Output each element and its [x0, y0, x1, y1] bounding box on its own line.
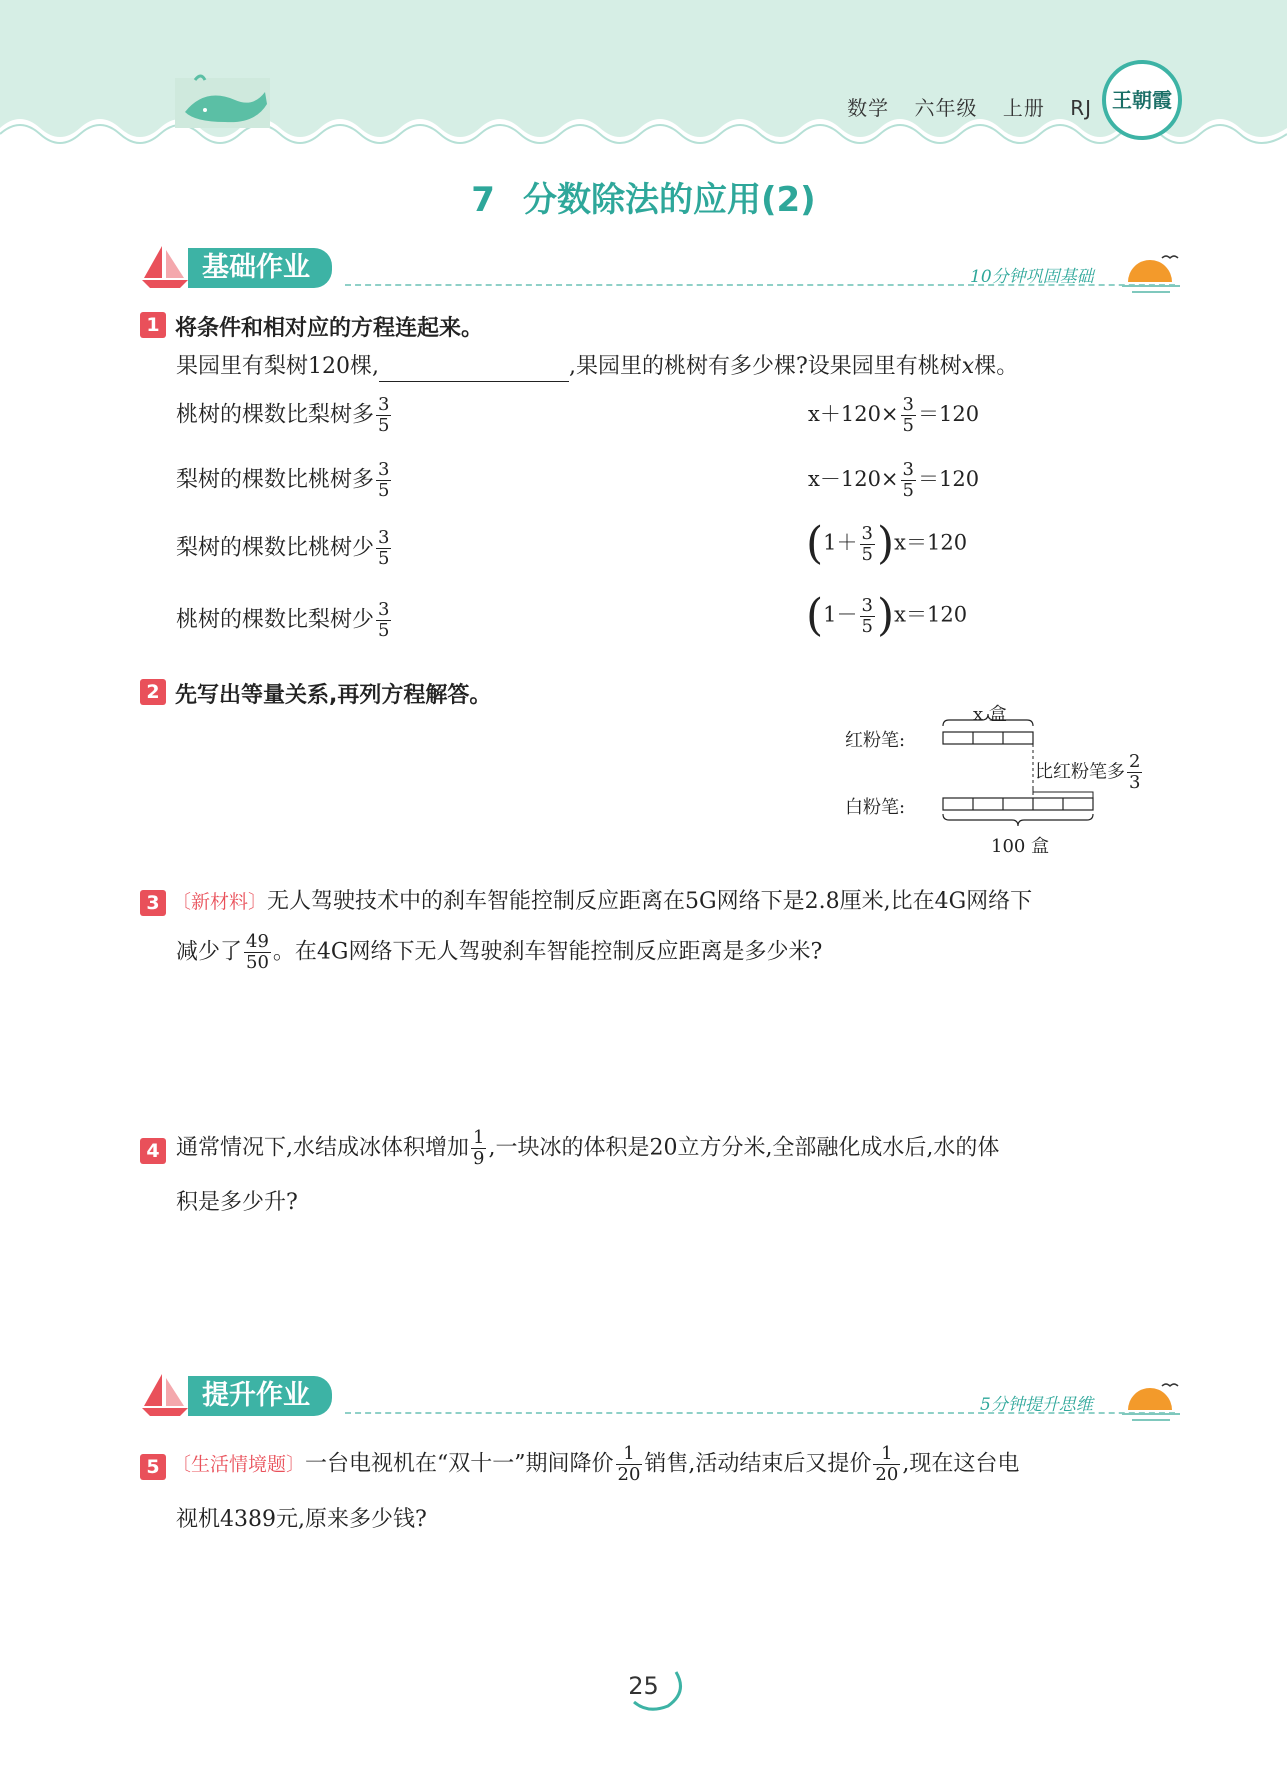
q5-line2: 视机4389元,原来多少钱? [176, 1507, 427, 1532]
header-volume: 上册 [1002, 96, 1045, 120]
denominator: 50 [246, 952, 269, 973]
q1-blank[interactable] [379, 359, 569, 382]
q3-line2-pre: 减少了 [176, 939, 243, 965]
eq-post: ＝120 [917, 467, 980, 491]
sailboat-icon [140, 1372, 190, 1418]
numerator: 3 [378, 394, 390, 415]
denominator: 9 [473, 1148, 485, 1169]
denominator: 5 [378, 620, 390, 641]
numerator: 3 [902, 459, 914, 480]
header-subject: 数学 [847, 96, 890, 120]
eq-post: x＝120 [894, 602, 968, 627]
denominator: 5 [861, 543, 873, 565]
numerator: 49 [246, 931, 269, 952]
numerator: 3 [902, 394, 914, 415]
diagram-lines [845, 700, 1175, 840]
q4-line1 [176, 1128, 999, 1169]
q1-stem-before: 果园里有梨树120棵, [176, 354, 379, 379]
denominator: 20 [875, 1464, 899, 1485]
q1-condition-text: 梨树的棵数比桃树多 [176, 467, 375, 493]
q2-line-diagram [845, 700, 1175, 860]
fraction [376, 528, 391, 569]
paren-open: ( [806, 590, 824, 641]
q1-equation[interactable] [806, 590, 968, 641]
sunset-icon [1122, 252, 1182, 296]
q4-line1-post: ,一块冰的体积是20立方分米,全部融化成水后,水的体 [488, 1135, 1000, 1161]
sailboat-icon [140, 244, 190, 290]
q3-tag: 〔新材料〕 [172, 891, 268, 913]
whale-icon [175, 72, 275, 132]
q1-condition-text: 桃树的棵数比梨树多 [176, 402, 375, 428]
denominator: 5 [378, 480, 390, 501]
diagram-bottom-label: 100 盒 [991, 836, 1050, 857]
numerator: 3 [861, 594, 873, 616]
title-number: 7 [471, 180, 495, 220]
numerator: 3 [378, 459, 390, 480]
brand-logo-text: 王朝霞 [1112, 88, 1172, 112]
q1-equation[interactable] [808, 395, 979, 436]
q1-condition[interactable] [176, 600, 393, 641]
fraction [901, 460, 916, 501]
fraction [376, 395, 391, 436]
fraction [616, 1444, 643, 1485]
q1-condition[interactable] [176, 395, 393, 436]
q1-condition-text: 桃树的棵数比梨树少 [176, 607, 375, 633]
q5-line1-b: 销售,活动结束后又提价 [644, 1451, 872, 1477]
fraction [860, 596, 875, 637]
numerator: 2 [1129, 751, 1141, 772]
numerator: 3 [861, 522, 873, 544]
question-number-4: 4 [140, 1138, 166, 1164]
fraction [471, 1128, 486, 1169]
eq-post: ＝120 [917, 402, 980, 426]
q1-unit: 棵。 [974, 354, 1019, 379]
diagram-white-label: 白粉笔: [845, 797, 906, 818]
diagram-compare-text: 比红粉笔多 [1035, 761, 1125, 783]
numerator: 1 [873, 1444, 900, 1465]
paren-close: ) [877, 590, 895, 641]
question-number-1: 1 [140, 312, 166, 338]
denominator: 5 [902, 415, 914, 436]
fraction [901, 395, 916, 436]
eq-pre: x＋120× [808, 402, 899, 426]
numerator: 3 [378, 599, 390, 620]
eq-pre: x－120× [808, 467, 899, 491]
fraction [860, 524, 875, 565]
section-basic-label: 基础作业 [188, 248, 332, 288]
fraction [873, 1444, 900, 1485]
paren-open: ( [806, 518, 824, 569]
brand-logo [1102, 60, 1182, 140]
diagram-top-label: x 盒 [973, 704, 1007, 725]
diagram-red-label: 红粉笔: [845, 730, 906, 751]
q1-equation[interactable] [806, 518, 968, 569]
q4-line2: 积是多少升? [176, 1190, 298, 1215]
numerator: 1 [473, 1127, 485, 1148]
q5-line1 [172, 1444, 1019, 1485]
q1-condition[interactable] [176, 528, 393, 569]
q1-var: x [961, 354, 975, 379]
eq-pre: 1＋ [823, 530, 858, 555]
q2-instruction: 先写出等量关系,再列方程解答。 [175, 683, 492, 708]
denominator: 5 [902, 480, 914, 501]
q1-condition-text: 梨树的棵数比桃树少 [176, 535, 375, 561]
denominator: 5 [378, 415, 390, 436]
denominator: 5 [861, 615, 873, 637]
numerator: 3 [378, 527, 390, 548]
eq-pre: 1－ [823, 602, 858, 627]
paren-close: ) [877, 518, 895, 569]
denominator: 5 [378, 548, 390, 569]
title-text: 分数除法的应用(2) [522, 180, 816, 220]
question-number-5: 5 [140, 1454, 166, 1480]
q3-line1-text: 无人驾驶技术中的刹车智能控制反应距离在5G网络下是2.8厘米,比在4G网络下 [267, 889, 1033, 914]
q3-line2-post: 。在4G网络下无人驾驶刹车智能控制反应距离是多少米? [272, 939, 823, 965]
numerator: 1 [616, 1444, 643, 1465]
fraction [376, 600, 391, 641]
fraction [244, 932, 271, 973]
question-number-3: 3 [140, 890, 166, 916]
section-advanced-label: 提升作业 [188, 1376, 332, 1416]
q3-line2 [176, 932, 822, 973]
page-title [0, 172, 1287, 221]
page-number: 25 [628, 1672, 659, 1700]
q4-line1-pre: 通常情况下,水结成冰体积增加 [176, 1135, 469, 1161]
question-number-2: 2 [140, 679, 166, 705]
header-info [829, 92, 1092, 121]
header-edition: RJ [1070, 96, 1092, 120]
page-number-swirl [618, 1662, 688, 1712]
q3-line1 [172, 887, 1032, 917]
q5-line1-a: 一台电视机在“双十一”期间降价 [305, 1451, 614, 1477]
sunset-icon [1122, 1380, 1182, 1424]
section-advanced-note: 5分钟提升思维 [980, 1395, 1093, 1415]
section-basic-note: 10分钟巩固基础 [970, 267, 1094, 287]
q5-tag: 〔生活情境题〕 [172, 1453, 306, 1476]
denominator: 3 [1129, 772, 1141, 793]
q1-stem [176, 352, 1018, 382]
fraction [376, 460, 391, 501]
q1-stem-after: ,果园里的桃树有多少棵?设果园里有桃树 [569, 354, 962, 379]
q1-instruction: 将条件和相对应的方程连起来。 [175, 316, 484, 341]
q1-condition[interactable] [176, 460, 393, 501]
denominator: 20 [617, 1464, 641, 1485]
header-grade: 六年级 [914, 96, 978, 120]
q1-equation[interactable] [808, 460, 979, 501]
q5-line1-c: ,现在这台电 [902, 1451, 1020, 1477]
eq-post: x＝120 [894, 530, 968, 555]
